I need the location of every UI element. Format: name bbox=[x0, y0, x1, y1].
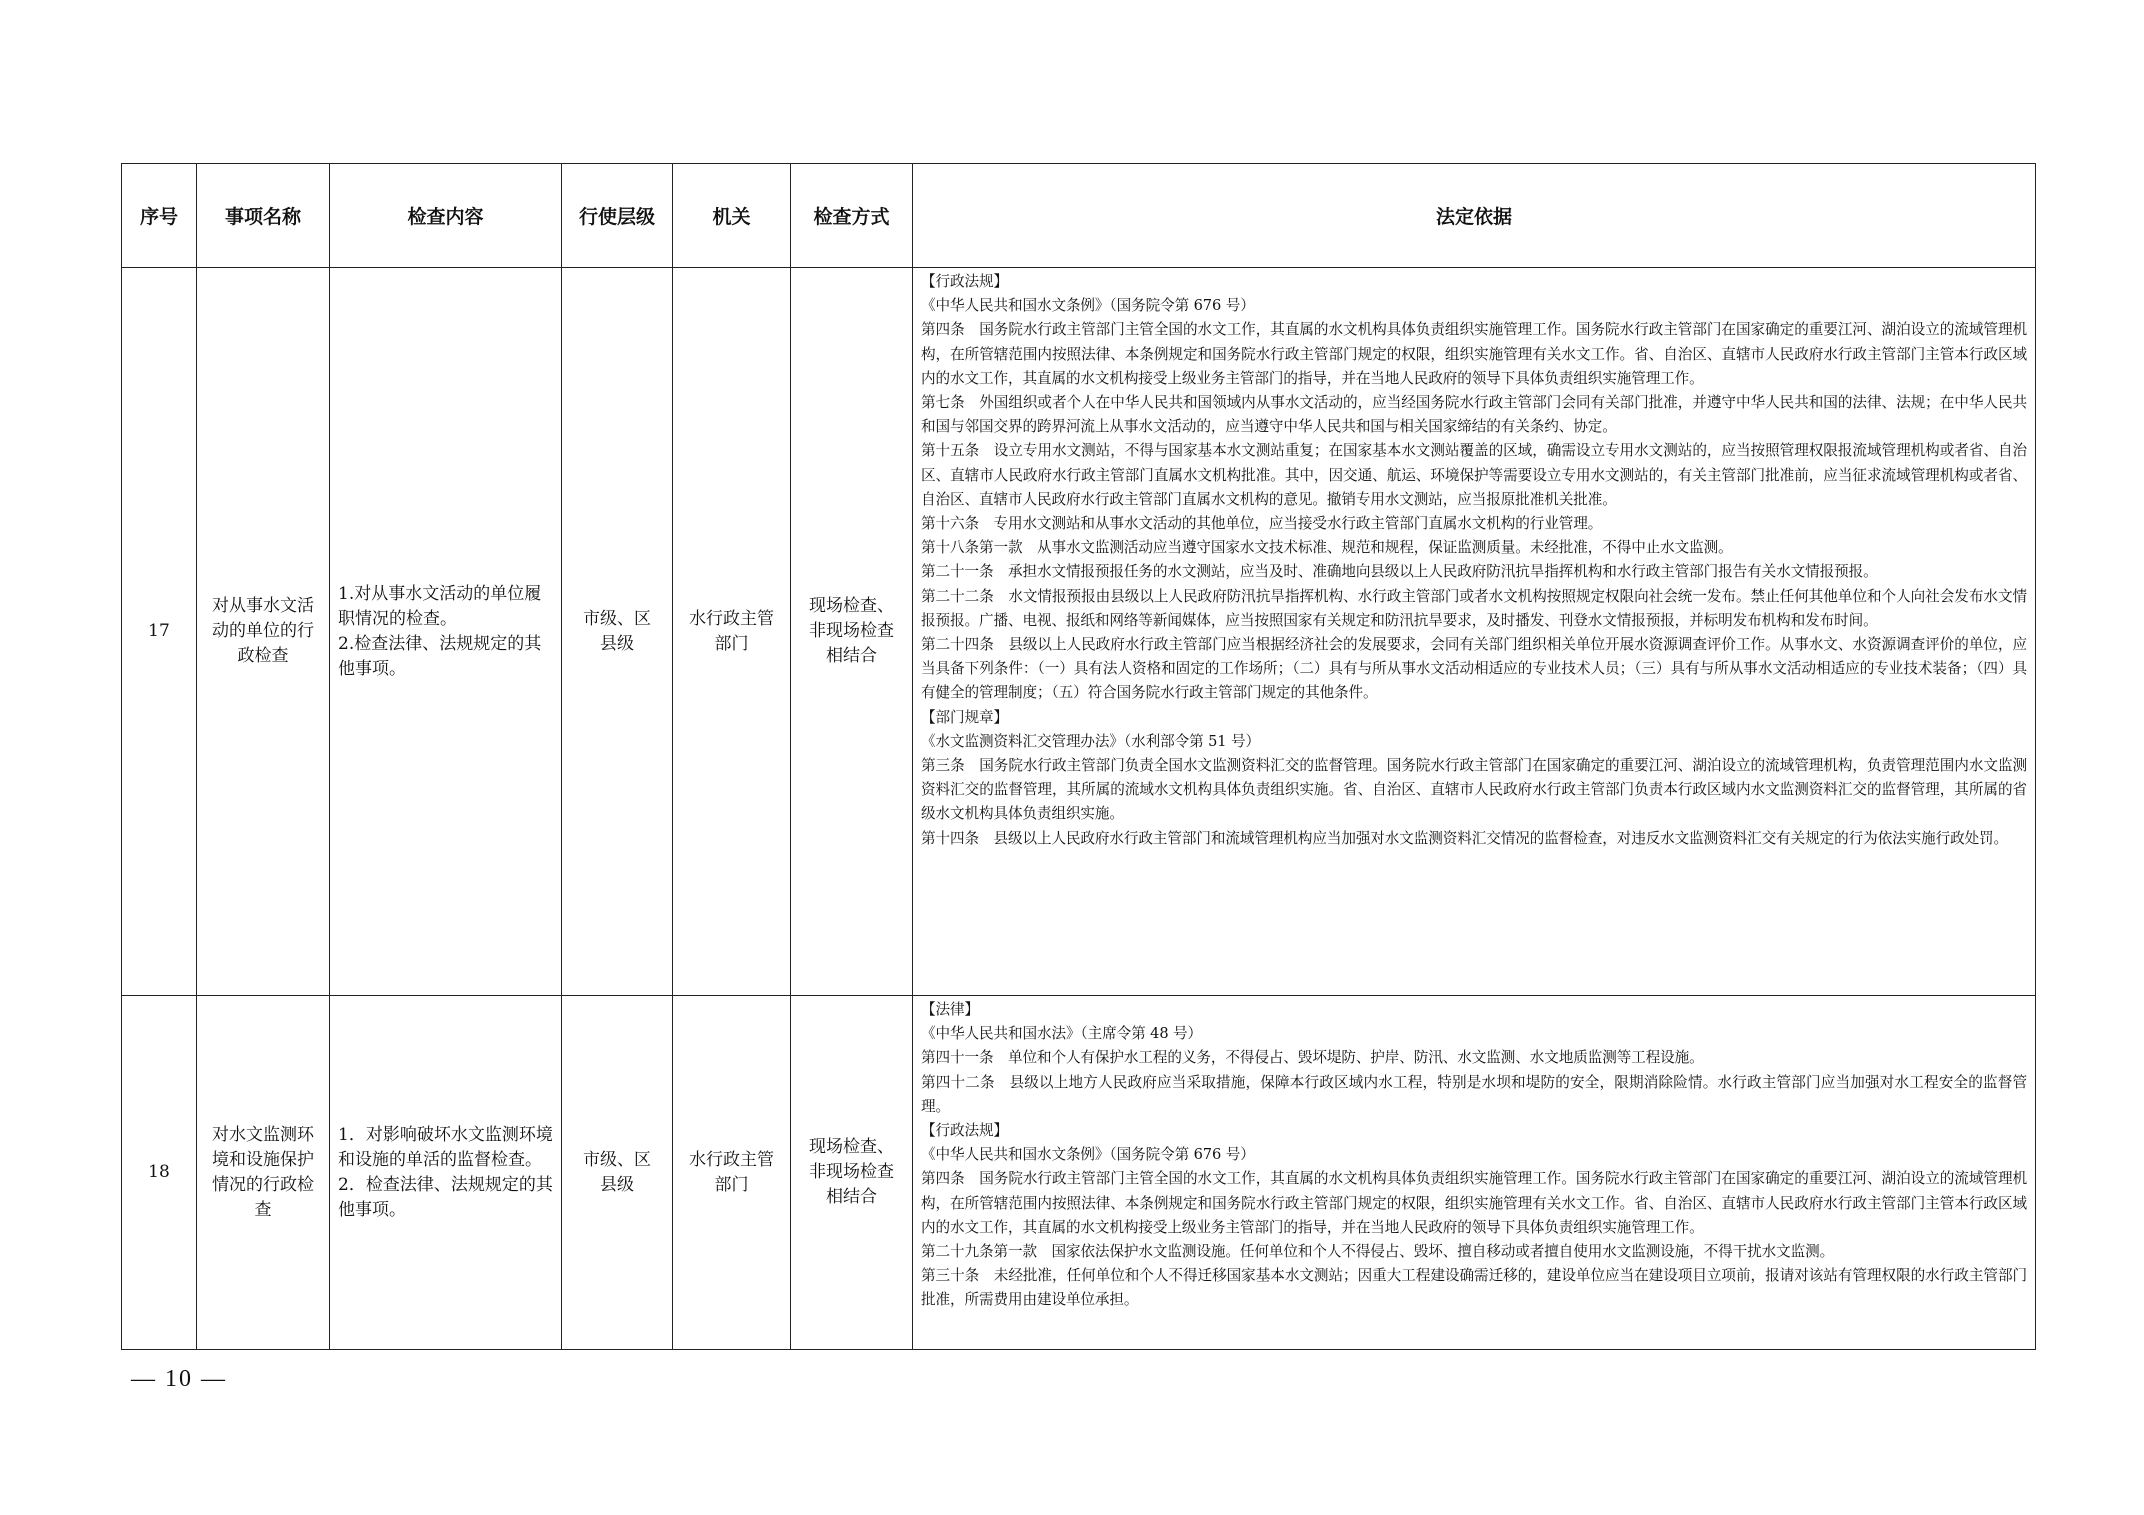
basis-article: 第三条 国务院水行政主管部门负责全国水文监测资料汇交的监督管理。国务院水行政主管部门在国家确定的重要江河、湖泊设立的流域管理机构，负责管理范围内水文监测资料汇交的监督管理，其所属的流域水文机构具体负责组织实施。省、自治区、直辖市人民政府水行政主管部门负责本行政区域内水文监测资料汇交的监督管理，其所属的省级水文机构具体负责组织实施。 bbox=[921, 757, 2027, 823]
basis-heading: 【行政法规】 bbox=[921, 273, 1008, 290]
basis-article: 第十五条 设立专用水文测站，不得与国家基本水文测站重复；在国家基本水文测站覆盖的区域，确需设立专用水文测站的，应当按照管理权限报流域管理机构或者省、自治区、直辖市人民政府水行政主管部门直属水文机构批准。其中，因交通、航运、环境保护等需要设立专用水文测站的，有关主管部门批准前，应当征求流域管理机构或者省、自治区、直辖市人民政府水行政主管部门直属水文机构的意见。撤销专用水文测站，应当报原批准机关批准。 bbox=[921, 442, 2027, 508]
table-row bbox=[122, 996, 2036, 1350]
table-header-row bbox=[122, 164, 2036, 268]
basis-heading: 【法律】 bbox=[921, 1001, 979, 1018]
content-line: 1．对影响破坏水文监测环境和设施的单活的监督检查。 bbox=[338, 1124, 553, 1170]
header-check-content: 检查内容 bbox=[330, 164, 562, 268]
basis-article: 第二十九条第一款 国家依法保护水文监测设施。任何单位和个人不得侵占、毁坏、擅自移动或者擅自使用水文监测设施，不得干扰水文监测。 bbox=[921, 1243, 1835, 1261]
basis-heading: 【行政法规】 bbox=[921, 1122, 1008, 1140]
basis-article: 第二十四条 县级以上人民政府水行政主管部门应当根据经济社会的发展要求，会同有关部门组织相关单位开展水资源调查评价工作。从事水文、水资源调查评价的单位，应当具备下列条件：（一）具有法人资格和固定的工作场所；（二）具有与所从事水文活动相适应的专业技术人员；（三）具有与所从事水文活动相适应的专业技术装备；（四）具有健全的管理制度；（五）符合国务院水行政主管部门规定的其他条件。 bbox=[921, 636, 2027, 702]
basis-regulation-title: 《中华人民共和国水文条例》（国务院令第 676 号） bbox=[921, 297, 1255, 315]
basis-regulation-title: 《水文监测资料汇交管理办法》（水利部令第 51 号） bbox=[921, 732, 1261, 750]
row-check-content bbox=[330, 268, 562, 996]
row-level: 市级、区县级 bbox=[562, 996, 673, 1350]
inspection-items-table bbox=[121, 163, 2036, 1350]
row-check-content bbox=[330, 996, 562, 1350]
row-legal-basis bbox=[913, 268, 2036, 996]
row-level: 市级、区县级 bbox=[562, 268, 673, 996]
row-organ: 水行政主管部门 bbox=[673, 268, 791, 996]
page-number: — 10 — bbox=[131, 1366, 227, 1392]
header-level: 行使层级 bbox=[562, 164, 673, 268]
header-seq: 序号 bbox=[122, 164, 197, 268]
basis-article: 第七条 外国组织或者个人在中华人民共和国领域内从事水文活动的，应当经国务院水行政主管部门会同有关部门批准，并遵守中华人民共和国的法律、法规；在中华人民共和国与邻国交界的跨界河流上从事水文活动的，应当遵守中华人民共和国与相关国家缔结的有关条约、协定。 bbox=[921, 394, 2027, 436]
row-legal-basis bbox=[913, 996, 2036, 1350]
content-line: 2．检查法律、法规规定的其他事项。 bbox=[338, 1174, 553, 1220]
basis-article: 第四十一条 单位和个人有保护水工程的义务，不得侵占、毁坏堤防、护岸、防汛、水文监测、水文地质监测等工程设施。 bbox=[921, 1049, 1704, 1067]
basis-article: 第十四条 县级以上人民政府水行政主管部门和流域管理机构应当加强对水文监测资料汇交情况的监督检查，对违反水文监测资料汇交有关规定的行为依法实施行政处罚。 bbox=[921, 829, 2009, 847]
header-legal-basis: 法定依据 bbox=[913, 164, 2036, 268]
basis-article: 第二十一条 承担水文情报预报任务的水文测站，应当及时、准确地向县级以上人民政府防汛抗旱指挥机构和水行政主管部门报告有关水文情报预报。 bbox=[921, 563, 1878, 581]
table-row bbox=[122, 268, 2036, 996]
row-organ: 水行政主管部门 bbox=[673, 996, 791, 1350]
basis-article: 第四条 国务院水行政主管部门主管全国的水文工作，其直属的水文机构具体负责组织实施管理工作。国务院水行政主管部门在国家确定的重要江河、湖泊设立的流域管理机构，在所管辖范围内按照法律、本条例规定和国务院水行政主管部门规定的权限，组织实施管理有关水文工作。省、自治区、直辖市人民政府水行政主管部门主管本行政区域内的水文工作，其直属的水文机构接受上级业务主管部门的指导，并在当地人民政府的领导下具体负责组织实施管理工作。 bbox=[921, 1170, 2027, 1236]
basis-article: 第四十二条 县级以上地方人民政府应当采取措施，保障本行政区域内水工程，特别是水坝和堤防的安全，限期消除险情。水行政主管部门应当加强对水工程安全的监督管理。 bbox=[921, 1073, 2027, 1115]
content-line: 2.检查法律、法规规定的其他事项。 bbox=[338, 633, 542, 679]
header-check-method: 检查方式 bbox=[791, 164, 913, 268]
basis-article: 第三十条 未经批准，任何单位和个人不得迁移国家基本水文测站；因重大工程建设确需迁移的，建设单位应当在建设项目立项前，报请对该站有管理权限的水行政主管部门批准，所需费用由建设单位承担。 bbox=[921, 1267, 2027, 1309]
basis-article: 第十八条第一款 从事水文监测活动应当遵守国家水文技术标准、规范和规程，保证监测质量。未经批准，不得中止水文监测。 bbox=[921, 539, 1733, 557]
row-check-method: 现场检查、非现场检查相结合 bbox=[791, 996, 913, 1350]
row-item-name: 对水文监测环境和设施保护情况的行政检查 bbox=[197, 996, 330, 1350]
basis-heading: 【部门规章】 bbox=[921, 708, 1008, 726]
header-item-name: 事项名称 bbox=[197, 164, 330, 268]
row-seq: 17 bbox=[122, 268, 197, 996]
row-item-name: 对从事水文活动的单位的行政检查 bbox=[197, 268, 330, 996]
basis-article: 第二十二条 水文情报预报由县级以上人民政府防汛抗旱指挥机构、水行政主管部门或者水文机构按照规定权限向社会统一发布。禁止任何其他单位和个人向社会发布水文情报预报。广播、电视、报纸和网络等新闻媒体，应当按照国家有关规定和防汛抗旱要求，及时播发、刊登水文情报预报，并标明发布机构和发布时间。 bbox=[921, 587, 2027, 629]
header-organ: 机关 bbox=[673, 164, 791, 268]
row-seq: 18 bbox=[122, 996, 197, 1350]
basis-regulation-title: 《中华人民共和国水文条例》（国务院令第 676 号） bbox=[921, 1146, 1255, 1164]
row-check-method: 现场检查、非现场检查相结合 bbox=[791, 268, 913, 996]
basis-regulation-title: 《中华人民共和国水法》（主席令第 48 号） bbox=[921, 1025, 1203, 1043]
basis-article: 第十六条 专用水文测站和从事水文活动的其他单位，应当接受水行政主管部门直属水文机构的行业管理。 bbox=[921, 515, 1603, 533]
basis-article: 第四条 国务院水行政主管部门主管全国的水文工作，其直属的水文机构具体负责组织实施管理工作。国务院水行政主管部门在国家确定的重要江河、湖泊设立的流域管理机构，在所管辖范围内按照法律、本条例规定和国务院水行政主管部门规定的权限，组织实施管理有关水文工作。省、自治区、直辖市人民政府水行政主管部门主管本行政区域内的水文工作，其直属的水文机构接受上级业务主管部门的指导，并在当地人民政府的领导下具体负责组织实施管理工作。 bbox=[921, 321, 2027, 387]
content-line: 1.对从事水文活动的单位履职情况的检查。 bbox=[338, 583, 542, 629]
